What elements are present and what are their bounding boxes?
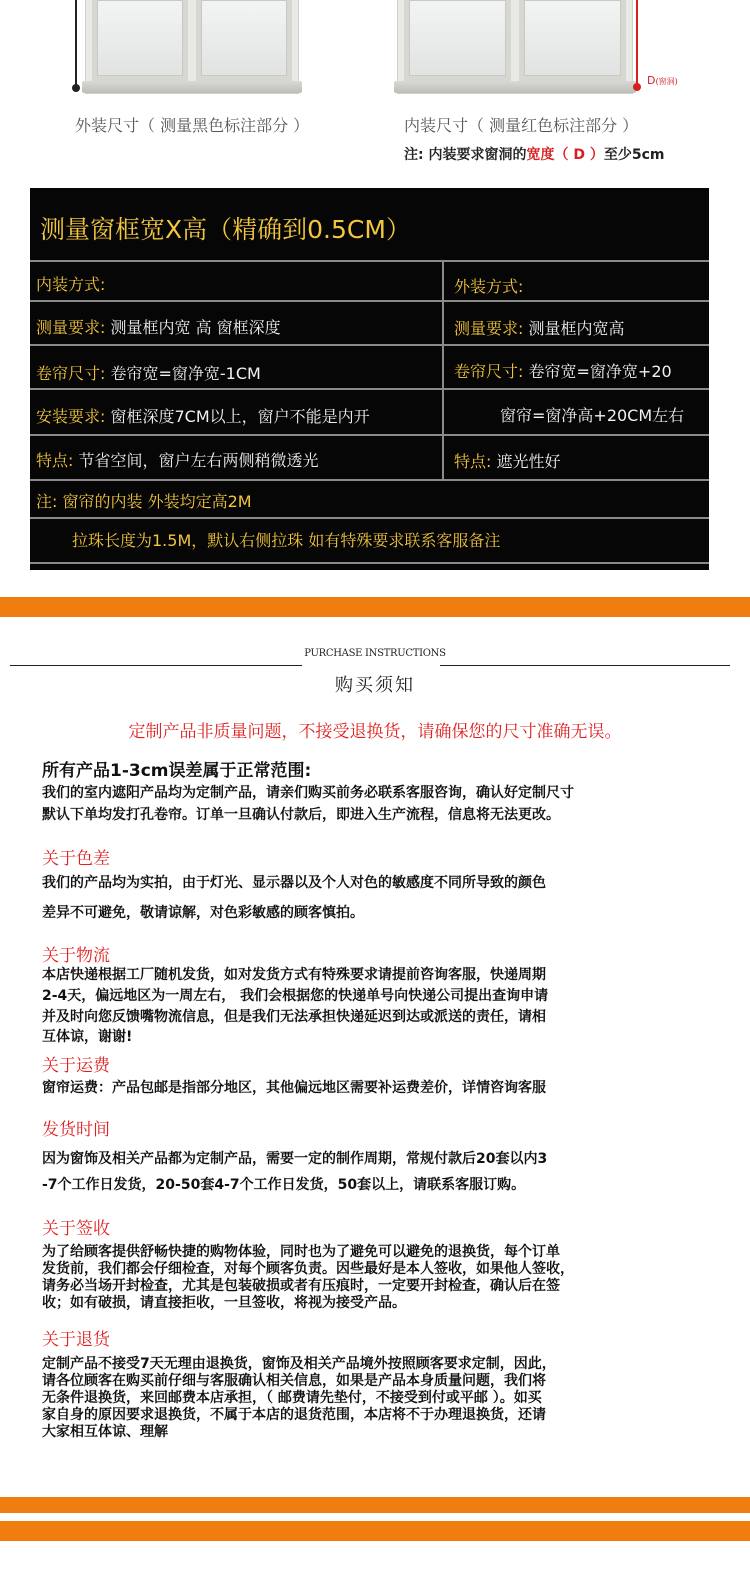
body-line: 默认下单均发打孔卷帘。订单一旦确认付款后，即进入生产流程，信息将无法更改。 xyxy=(42,807,560,823)
body-line: 家自身的原因要求退换货，不属于本店的退货范围，本店将不于办理退换货，还请 xyxy=(42,1407,546,1423)
table-divider xyxy=(30,479,709,481)
table-divider xyxy=(30,434,709,436)
body-line: 我们的产品均为实拍，由于灯光、显示器以及个人对色的敏感度不同所导致的颜色 xyxy=(42,875,546,891)
measurement-table xyxy=(30,188,709,570)
body-line: 本店快递根据工厂随机发货，如对发货方式有特殊要求请提前咨询客服，快递周期 xyxy=(42,967,546,983)
section-heading-ship-time: 发货时间 xyxy=(42,1120,110,1140)
table-height-note: 注: 窗帘的内装 外装均定高2M xyxy=(36,492,252,511)
black-measure-dot xyxy=(72,84,80,92)
table-title: 测量窗框宽X高（精确到0.5CM） xyxy=(40,215,411,244)
red-measure-dot xyxy=(633,83,641,91)
section-heading-color: 关于色差 xyxy=(42,849,110,869)
table-cell: 测量要求: 测量框内宽 高 窗框深度 xyxy=(36,318,281,337)
window-illustration-outside xyxy=(85,0,299,94)
error-range-heading: 所有产品1-3cm误差属于正常范围: xyxy=(42,761,312,781)
table-divider xyxy=(30,388,709,390)
window-sash-left xyxy=(404,0,511,81)
table-cell: 卷帘尺寸: 卷帘宽=窗净宽+20 xyxy=(454,362,672,381)
orange-divider-bar xyxy=(0,597,750,617)
window-illustration-inside xyxy=(397,0,633,94)
black-measure-line xyxy=(75,0,77,88)
table-divider xyxy=(30,562,709,564)
body-line: 为了给顾客提供舒畅快捷的购物体验，同时也为了避免可以避免的退换货，每个订单 xyxy=(42,1244,560,1260)
section-heading-receipt: 关于签收 xyxy=(42,1219,110,1239)
table-cell: 安装要求: 窗框深度7CM以上，窗户不能是内开 xyxy=(36,407,370,426)
table-divider xyxy=(30,517,709,519)
window-sash-right xyxy=(519,0,626,81)
body-line: 大家相互体谅、理解 xyxy=(42,1424,168,1440)
body-line: 无条件退换货，来回邮费本店承担，（ 邮费请先垫付，不接受到付或平邮 ）。如买 xyxy=(42,1390,542,1406)
orange-divider-bar xyxy=(0,1497,750,1513)
purchase-title-cn: 购买须知 xyxy=(335,675,415,696)
body-line: 请各位顾客在购买前仔细与客服确认相关信息，如果是产品本身质量问题，我们将 xyxy=(42,1373,546,1389)
body-line: 定制产品不接受7天无理由退换货，窗饰及相关产品境外按照顾客要求定制，因此， xyxy=(42,1356,556,1372)
table-cell: 卷帘尺寸: 卷帘宽=窗净宽-1CM xyxy=(36,364,261,383)
table-divider xyxy=(30,260,709,262)
body-line: 并及时向您反馈嘴物流信息，但是我们无法承担快递延迟到达或派送的责任，请相 xyxy=(42,1009,546,1025)
body-line: 窗帘运费：产品包邮是指部分地区，其他偏远地区需要补运费差价，详情咨询客服 xyxy=(42,1080,546,1096)
body-line: 请务必当场开封检查，尤其是包装破损或者有压痕时，一定要开封检查，确认后在签 xyxy=(42,1278,560,1294)
window-sash-right xyxy=(196,0,292,81)
body-line: 发货前，我们都会仔细检查，对每个顾客负责。因些最好是本人签收，如果他人签收， xyxy=(42,1261,574,1277)
body-line: 因为窗饰及相关产品都为定制产品，需要一定的制作周期，常规付款后20套以内3 xyxy=(42,1151,548,1167)
inside-depth-note: 注: 内装要求窗洞的宽度（ D ）至少5cm xyxy=(404,147,665,163)
window-sash-left xyxy=(92,0,188,81)
body-line: 我们的室内遮阳产品均为定制产品，请亲们购买前务必联系客服咨询，确认好定制尺寸 xyxy=(42,785,574,801)
table-cell: 特点: 遮光性好 xyxy=(454,452,561,471)
window-sill xyxy=(82,81,302,93)
header-rule-left xyxy=(10,665,302,666)
body-line: 互体谅，谢谢! xyxy=(42,1029,133,1045)
section-heading-logistics: 关于物流 xyxy=(42,946,110,966)
window-sill xyxy=(394,81,636,93)
body-line: 2-4天，偏远地区为一周左右， 我们会根据您的快递单号向快递公司提出查询申请 xyxy=(42,988,549,1004)
table-cell: 窗帘=窗净高+20CM左右 xyxy=(500,406,685,425)
table-cell: 内装方式: xyxy=(36,275,106,294)
outside-mount-caption: 外装尺寸（ 测量黑色标注部分 ） xyxy=(75,116,310,135)
table-divider xyxy=(30,300,709,302)
table-divider xyxy=(30,344,709,346)
no-return-warning: 定制产品非质量问题，不接受退换货，请确保您的尺寸准确无误。 xyxy=(128,722,622,742)
red-measure-line xyxy=(636,0,638,86)
inside-mount-caption: 内装尺寸（ 测量红色标注部分 ） xyxy=(404,116,639,135)
table-cell: 外装方式: xyxy=(454,277,524,296)
section-heading-shipping-fee: 关于运费 xyxy=(42,1056,110,1076)
table-cell: 特点: 节省空间，窗户左右两侧稍微透光 xyxy=(36,451,319,470)
header-rule-right xyxy=(440,665,730,666)
depth-d-label: D(窗洞) xyxy=(647,74,678,87)
pull-bead-note: 拉珠长度为1.5M，默认右侧拉珠 如有特殊要求联系客服备注 xyxy=(72,531,501,550)
table-column-divider xyxy=(442,260,444,479)
section-heading-returns: 关于退货 xyxy=(42,1330,110,1350)
body-line: 差异不可避免，敬请谅解，对色彩敏感的顾客慎拍。 xyxy=(42,905,364,921)
purchase-title-en: PURCHASE INSTRUCTIONS xyxy=(304,648,446,659)
body-line: -7个工作日发货，20-50套4-7个工作日发货，50套以上，请联系客服订购。 xyxy=(42,1177,526,1193)
body-line: 收；如有破损，请直接拒收，一旦签收，将视为接受产品。 xyxy=(42,1295,406,1311)
orange-divider-bar xyxy=(0,1521,750,1541)
table-cell: 测量要求: 测量框内宽高 xyxy=(454,319,625,338)
